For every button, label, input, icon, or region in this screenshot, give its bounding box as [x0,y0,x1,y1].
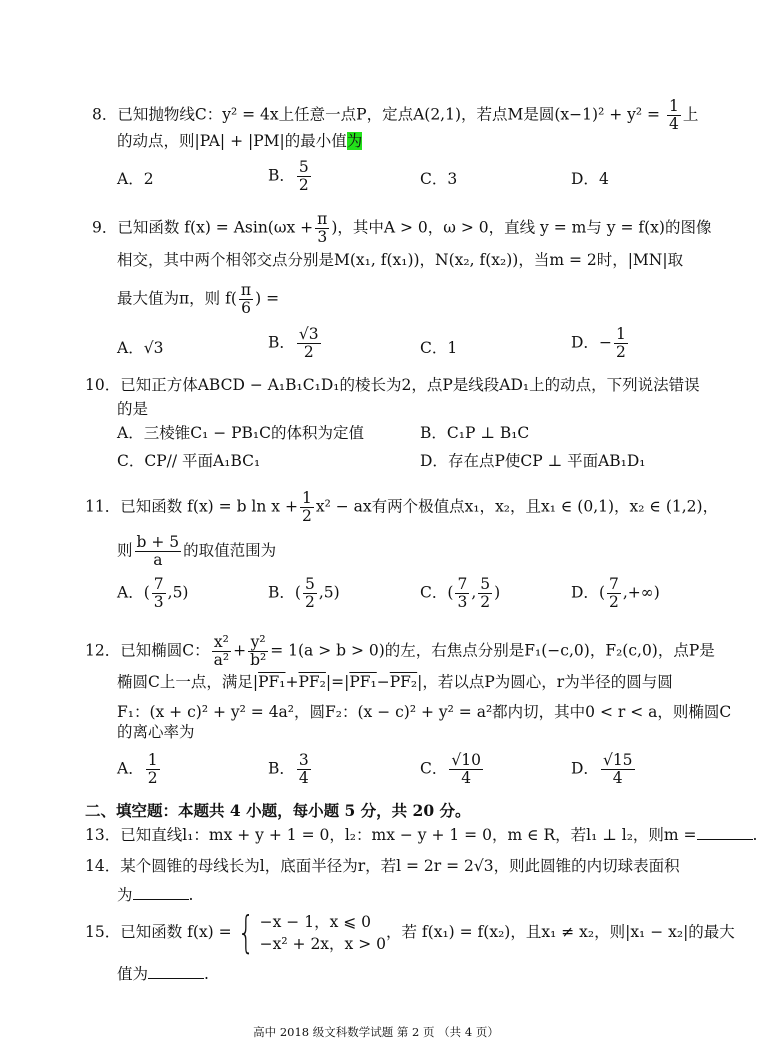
plus-sign: + [233,641,247,660]
option-value: 1 [447,339,458,357]
q9-text: 已知函数 f(x) = Asin(ωx + [117,218,314,237]
option-label: A． [117,759,144,778]
frac-num: y² [248,634,268,652]
q8-fraction [667,98,681,133]
option-fraction [478,576,492,611]
q9-option-c [420,338,457,358]
q9-line3 [117,282,279,317]
frac-den: 3 [457,593,468,611]
q10-option-d [420,451,646,471]
q8-text: 已知抛物线C：y² = 4x上任意一点P，定点A(2,1)，若点M是圆(x−1)² + y² = [117,105,661,124]
q15-line2 [117,964,209,984]
option-value: 3 [447,170,458,188]
frac-num: √3 [298,325,319,343]
option-value: 2 [143,170,154,188]
option-label: C． [420,339,448,357]
answer-blank[interactable] [133,885,189,900]
option-fraction [146,752,160,787]
q14-line2 [117,885,193,905]
option-tail: ,5) [318,583,340,602]
q12-option-d [571,752,637,787]
q10-text2: 的是 [117,400,149,418]
q8-option-c [420,169,457,189]
frac-den: 3 [153,593,164,611]
q10-number: 10． [85,376,121,394]
q15-line1 [85,907,735,958]
q12-fraction [212,634,231,669]
page-footer: 高中 2018 级文科数学试题 第 2 页 （共 4 页） [253,1025,499,1039]
paren: ( [143,583,150,602]
q9-text3: 最大值为π，则 f( [117,289,237,308]
frac-num: √10 [451,751,481,769]
option-label: B． [268,166,295,185]
q11-text2: 则 [117,541,133,560]
vector: PF₁ [349,673,377,691]
q15-number: 15． [85,923,121,941]
comma: , [471,583,477,602]
q9-fraction [315,211,329,246]
frac-den: 2 [304,593,315,611]
q10-text: 已知正方体ABCD − A₁B₁C₁D₁的棱长为2，点P是线段AD₁上的动点，下列说法错误 [120,376,700,394]
q12-text3: F₁：(x + c)² + y² = 4a²，圆F₂：(x − c)² + y² = a²都内切，其中0 < r < a，则椭圆C [117,703,732,721]
q8-text-end: 上 [682,105,699,124]
frac-num: 1 [668,97,679,115]
q13-text: 已知直线l₁：mx + y + 1 = 0，l₂：mx − y + 1 = 0，m ∈ R，若l₁ ⊥ l₂，则m = [120,826,697,844]
q12-option-b [268,752,313,787]
option-value: 存在点P使CP ⊥ 平面AB₁D₁ [447,452,646,470]
frac-num: 7 [457,575,468,593]
q14-text: 某个圆锥的母线长为l，底面半径为r，若l = 2r = 2√3，则此圆锥的内切球表面积 [120,857,680,875]
option-value: 4 [598,170,609,188]
frac-num: π [240,281,252,299]
frac-den: 2 [298,176,309,194]
frac-den: 6 [241,299,251,317]
answer-blank[interactable] [148,964,204,979]
option-label: C． [420,170,448,188]
q11-text2: 的取值范围为 [183,541,277,560]
frac-den: 4 [298,769,309,787]
q10-line2 [117,399,148,419]
minus-sign: − [598,333,612,352]
option-label: D． [571,583,599,602]
q12-op: + [285,673,299,691]
option-fraction [607,576,621,611]
option-label: C． [117,452,145,470]
q12-option-c [420,752,485,787]
q11-fraction [300,490,314,525]
q9-text3: ) = [255,289,280,308]
frac-den: 2 [303,343,314,361]
q8-text2: 的动点，则|PA| + |PM|的最小值 [117,132,347,150]
option-label: C． [420,759,448,778]
option-tail: ) [494,583,501,602]
option-label: B． [268,583,295,602]
frac-num: √15 [602,751,633,769]
q11-option-a [117,576,188,611]
frac-den: a² [213,651,230,669]
q8-line1 [92,98,698,133]
frac-den: 2 [609,593,619,611]
q12-text: 已知椭圆C： [120,641,210,660]
option-label: B． [268,759,295,778]
q12-line3 [117,702,731,722]
q13-line [85,825,757,845]
answer-blank[interactable] [697,825,753,840]
frac-num: 1 [615,325,626,343]
frac-den: 4 [668,115,679,133]
q11-line2 [117,534,276,569]
option-label: B． [420,424,447,442]
brace-icon: { [237,907,255,958]
q12-number: 12． [85,641,121,660]
q9-number: 9． [92,218,118,237]
frac-den: 4 [612,769,623,787]
q8-option-d [571,169,609,189]
q10-option-a [117,423,364,443]
frac-num: 1 [301,489,312,507]
q15-text: ，若 f(x₁) = f(x₂)，且x₁ ≠ x₂，则|x₁ − x₂|的最大 [386,923,735,941]
q9-option-d [571,326,630,361]
q8-number: 8． [92,105,118,124]
q10-option-c [117,451,260,471]
q8-option-b [268,159,313,194]
q12-line1 [85,634,715,669]
q11-text: x² − ax有两个极值点x₁，x₂，且x₁ ∈ (0,1)，x₂ ∈ (1,2)， [315,497,719,516]
q8-option-a [117,169,154,189]
q9-text: )，其中A > 0，ω > 0，直线 y = m与 y = f(x)的图像 [331,218,712,237]
q15-text2: 值为 [117,965,149,983]
option-fraction [152,576,166,611]
q14-number: 14． [85,857,121,875]
q10-line1 [85,375,700,395]
option-fraction [297,752,311,787]
frac-den: 3 [317,228,328,246]
option-value: √3 [143,339,164,357]
frac-num: 7 [609,575,619,593]
option-tail: ,5) [167,583,189,602]
q12-line4 [117,722,195,742]
frac-num: 1 [147,751,158,769]
option-value: 三棱锥C₁ − PB₁C的体积为定值 [143,424,365,442]
q9-line1 [92,211,711,246]
q11-number: 11． [85,497,121,516]
q12-text4: 的离心率为 [117,723,195,741]
frac-den: 2 [480,593,491,611]
vector: PF₂ [389,673,418,691]
q14-text2: 为 [117,886,133,904]
q9-fraction [239,282,253,317]
frac-den: a [153,551,163,569]
period: . [188,886,194,904]
q9-option-a [117,338,163,358]
frac-num: 5 [480,575,491,593]
q12-text: = 1(a > b > 0)的左，右焦点分别是F₁(−c,0)，F₂(c,0)，点P是 [270,641,715,660]
frac-den: b² [250,651,267,669]
frac-num: π [317,210,328,228]
option-label: A． [117,583,144,602]
q8-line2 [117,131,362,151]
frac-den: 2 [147,769,158,787]
q12-line2 [117,672,673,692]
option-value: CP// 平面A₁BC₁ [144,452,261,470]
option-label: D． [420,452,448,470]
q12-op: |=| [325,673,350,691]
option-fraction [297,159,311,194]
section-title: 二、填空题：本题共 4 小题，每小题 5 分，共 20 分。 [85,801,471,820]
q15-text: 已知函数 f(x) = [120,923,232,941]
case-2: −x² + 2x，x > 0 [259,935,386,953]
q13-number: 13． [85,826,121,844]
frac-den: 2 [615,343,626,361]
q12-op: − [376,673,390,691]
q10-option-b [420,423,529,443]
q12-text2: 椭圆C上一点，满足| [117,673,259,691]
q11-option-b [268,576,340,611]
q9-option-b [268,326,323,361]
q12-option-a [117,752,162,787]
option-label: A． [117,170,144,188]
option-value: C₁P ⊥ B₁C [446,424,530,442]
frac-num: 5 [298,158,309,176]
q9-line2 [117,250,683,270]
option-fraction [614,326,628,361]
paren: ( [447,583,454,602]
frac-num: 7 [153,575,164,593]
q12-text2: |，若以点P为圆心，r为半径的圆与圆 [417,673,673,691]
frac-num: b + 5 [136,533,180,551]
option-label: B． [268,333,295,352]
q11-option-d [571,576,660,611]
piecewise-cases [260,911,386,955]
q11-line1 [85,490,718,525]
paren: ( [598,583,605,602]
option-fraction [601,752,635,787]
highlighted-text: 为 [346,132,363,150]
option-label: A． [117,424,144,442]
option-fraction [303,576,317,611]
option-label: D． [571,170,599,188]
q9-text2: 相交，其中两个相邻交点分别是M(x₁, f(x₁))，N(x₂, f(x₂))，当m = 2时，|MN|取 [117,251,684,269]
frac-num: x² [212,634,231,652]
option-label: A． [117,339,144,357]
option-fraction [455,576,469,611]
period: . [752,826,757,844]
option-fraction [297,326,321,361]
option-fraction [449,752,483,787]
option-label: D． [571,759,599,778]
vector: PF₂ [298,673,326,691]
period: . [204,965,209,983]
frac-den: 4 [461,769,472,787]
frac-den: 2 [301,507,312,525]
q11-option-c [420,576,500,611]
paren: ( [294,583,301,602]
vector: PF₁ [258,673,286,691]
q14-line1 [85,856,680,876]
option-tail: ,+∞) [622,583,660,602]
q11-text: 已知函数 f(x) = b ln x + [120,497,298,516]
option-label: C． [420,583,448,602]
q11-fraction [135,534,182,569]
option-label: D． [571,333,599,352]
case-1: −x − 1，x ⩽ 0 [259,913,372,931]
frac-num: 3 [298,751,309,769]
q12-fraction [248,634,268,669]
frac-num: 5 [304,575,315,593]
